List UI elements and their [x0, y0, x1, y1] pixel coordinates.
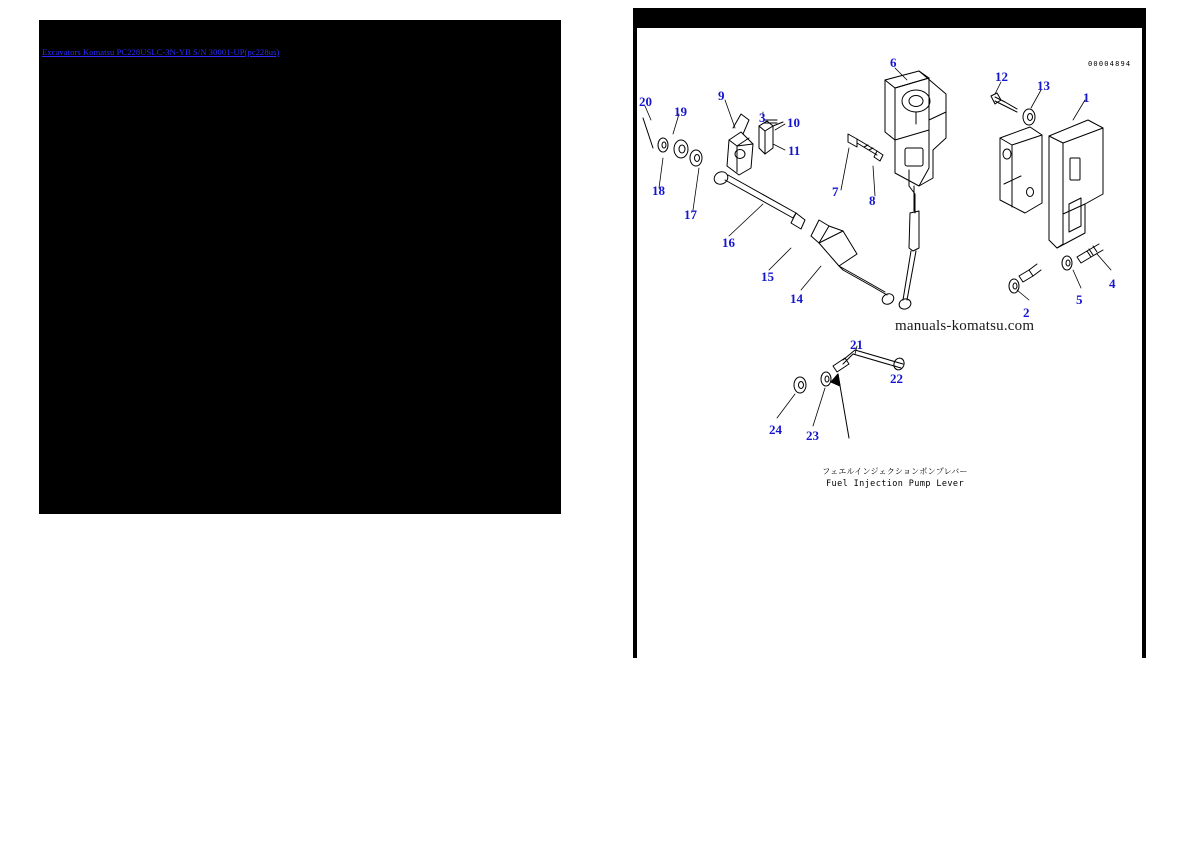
callout-16: 16 [722, 235, 735, 250]
drawing-number: 00004894 [1088, 60, 1132, 68]
callout-4: 4 [1109, 276, 1116, 291]
diagram-caption [770, 466, 1020, 490]
callout-18: 18 [652, 183, 665, 198]
caption-japanese: フェエルインジェクションポンプレバー [822, 467, 968, 476]
callout-1: 1 [1083, 90, 1090, 105]
callout-10: 10 [787, 115, 800, 130]
callout-12: 12 [995, 69, 1008, 84]
callout-9: 9 [718, 88, 725, 103]
caption-english: Fuel Injection Pump Lever [826, 479, 964, 489]
callout-22: 22 [890, 371, 903, 386]
callout-11: 11 [788, 143, 801, 158]
model-link[interactable]: Excavators Komatsu PC228USLC-3N-YB S/N 30001-UP(pc228us) [42, 47, 280, 57]
callout-2: 2 [1023, 305, 1030, 320]
diagram-artwork [633, 8, 1146, 658]
preview-panel [39, 20, 561, 514]
callout-6: 6 [890, 55, 897, 70]
watermark-text: manuals-komatsu.com [895, 318, 1035, 334]
parts-diagram-panel [633, 8, 1146, 658]
callout-13: 13 [1037, 78, 1050, 93]
callout-21: 21 [850, 337, 863, 352]
callout-15: 15 [761, 269, 774, 284]
callout-24: 24 [769, 422, 782, 437]
callout-8: 8 [869, 193, 876, 208]
callout-5: 5 [1076, 292, 1083, 307]
callout-20: 20 [639, 94, 652, 109]
callout-14: 14 [790, 291, 803, 306]
callout-17: 17 [684, 207, 697, 222]
callout-23: 23 [806, 428, 819, 443]
callout-19: 19 [674, 104, 687, 119]
callout-3: 3 [759, 110, 766, 125]
callout-7: 7 [832, 184, 839, 199]
